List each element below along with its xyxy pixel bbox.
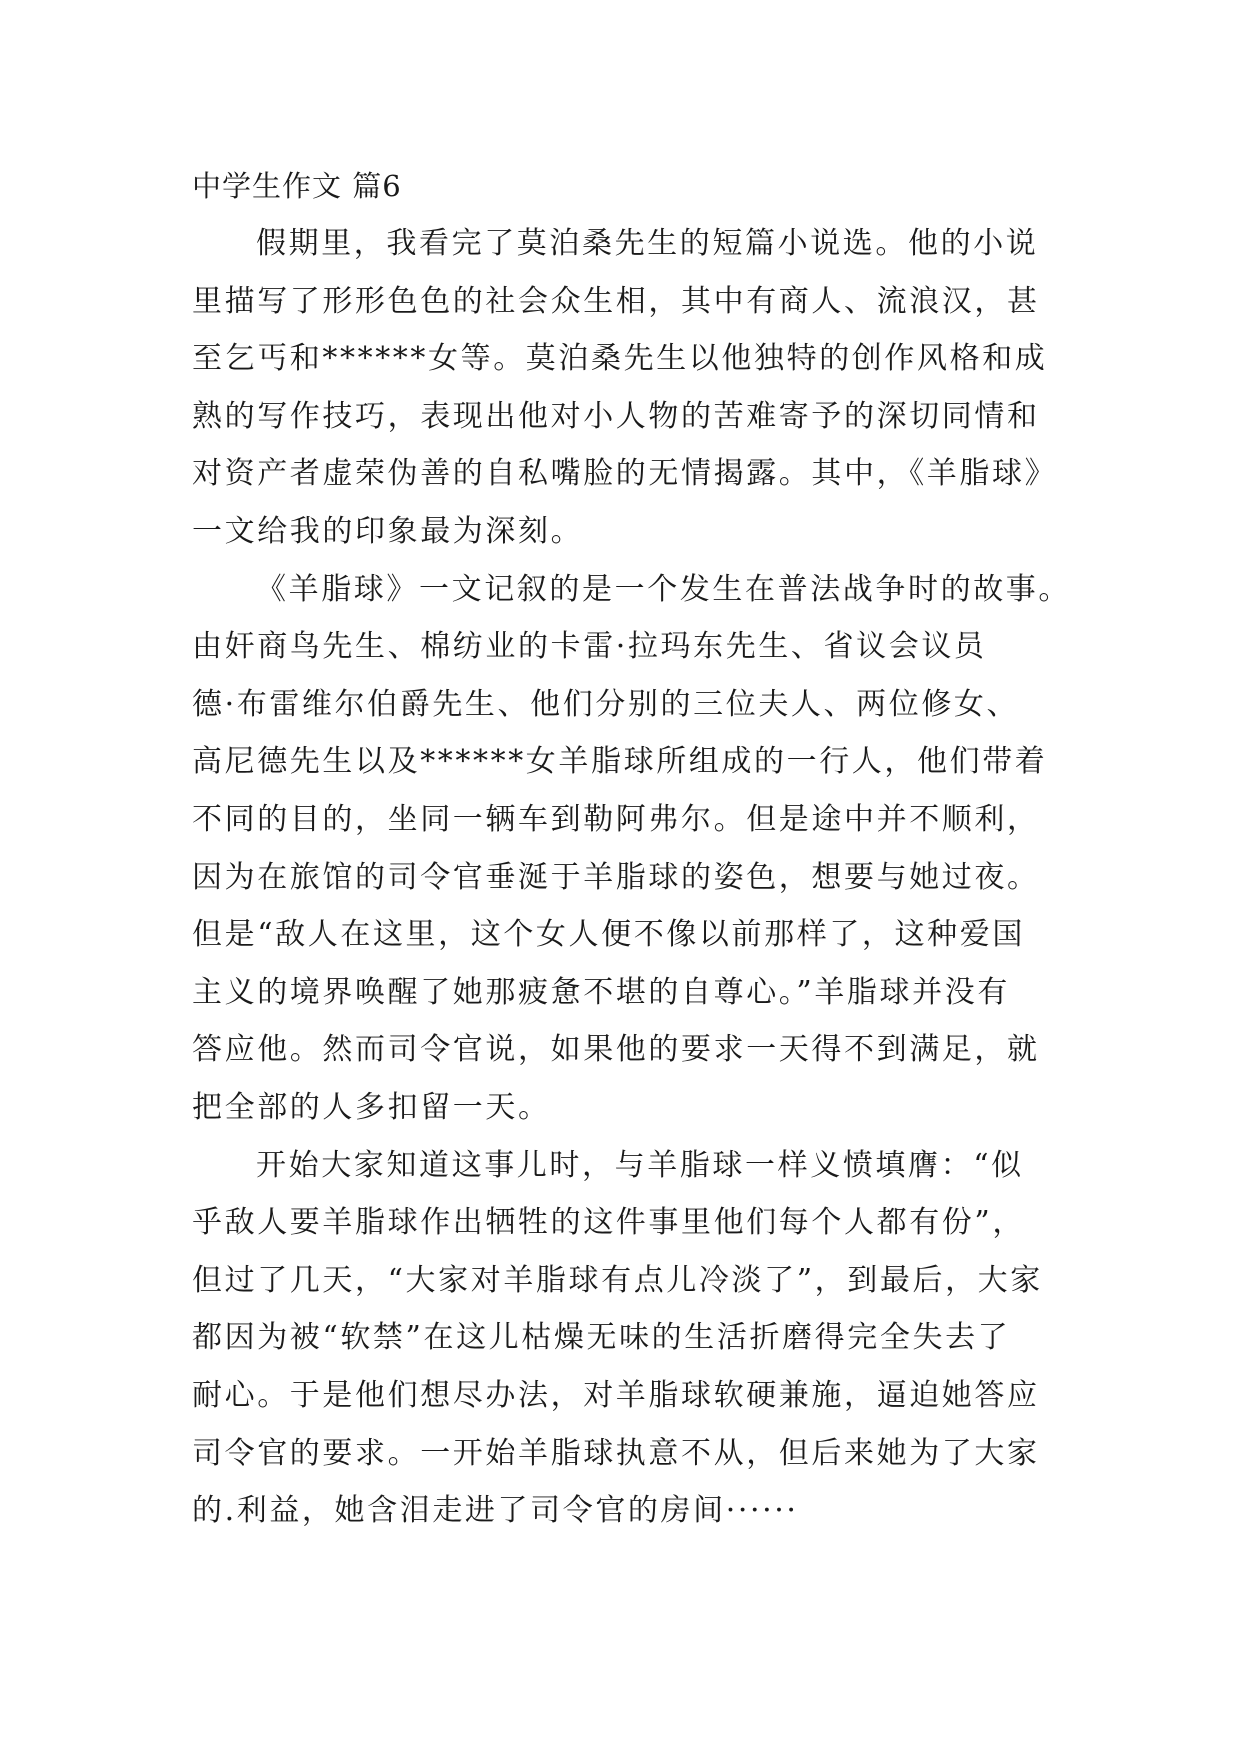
text-line: 但是“敌人在这里，这个女人便不像以前那样了，这种爱国 [192,917,1025,952]
text-line: 乎敌人要羊脂球作出牺牲的这件事里他们每个人都有份”， [192,1205,1025,1240]
document-title: 中学生作文 篇6 [192,169,402,203]
text-line: 德·布雷维尔伯爵先生、他们分别的三位夫人、两位修女、 [192,687,1020,722]
text-line: 开始大家知道这事儿时，与羊脂球一样义愤填膺：“似 [256,1148,1024,1183]
text-line: 对资产者虚荣伪善的自私嘴脸的无情揭露。其中，《羊脂球》 [192,456,1058,491]
text-line: 司令官的要求。一开始羊脂球执意不从，但后来她为了大家 [192,1436,1040,1471]
text-line: 但过了几天，“大家对羊脂球有点儿冷淡了”，到最后，大家 [192,1263,1043,1298]
text-line: 都因为被“软禁”在这儿枯燥无味的生活折磨得完全失去了 [192,1320,1011,1355]
text-line: 主义的境界唤醒了她那疲惫不堪的自尊心。”羊脂球并没有 [192,975,1010,1010]
text-line: 至乞丐和******女等。莫泊桑先生以他独特的创作风格和成 [192,341,1048,376]
text-line: 因为在旅馆的司令官垂涎于羊脂球的姿色，想要与她过夜。 [192,860,1040,895]
text-line: 不同的目的，坐同一辆车到勒阿弗尔。但是途中并不顺利， [192,802,1040,837]
text-line: 假期里，我看完了莫泊桑先生的短篇小说选。他的小说 [256,226,1039,261]
text-line: 由奸商鸟先生、棉纺业的卡雷·拉玛东先生、省议会议员 [192,629,987,664]
text-line: 里描写了形形色色的社会众生相，其中有商人、流浪汉，甚 [192,284,1040,319]
text-line: 高尼德先生以及******女羊脂球所组成的一行人，他们带着 [192,744,1048,779]
text-line: 一文给我的印象最为深刻。 [192,514,584,549]
text-line: 把全部的人多扣留一天。 [192,1090,551,1125]
text-line: 《羊脂球》一文记叙的是一个发生在普法战争时的故事。 [256,572,1071,607]
text-line: 答应他。然而司令官说，如果他的要求一天得不到满足，就 [192,1032,1040,1067]
text-line: 的.利益，她含泪走进了司令官的房间······ [192,1493,799,1528]
text-line: 熟的写作技巧，表现出他对小人物的苦难寄予的深切同情和 [192,399,1040,434]
text-line: 耐心。于是他们想尽办法，对羊脂球软硬兼施，逼迫她答应 [192,1378,1040,1413]
